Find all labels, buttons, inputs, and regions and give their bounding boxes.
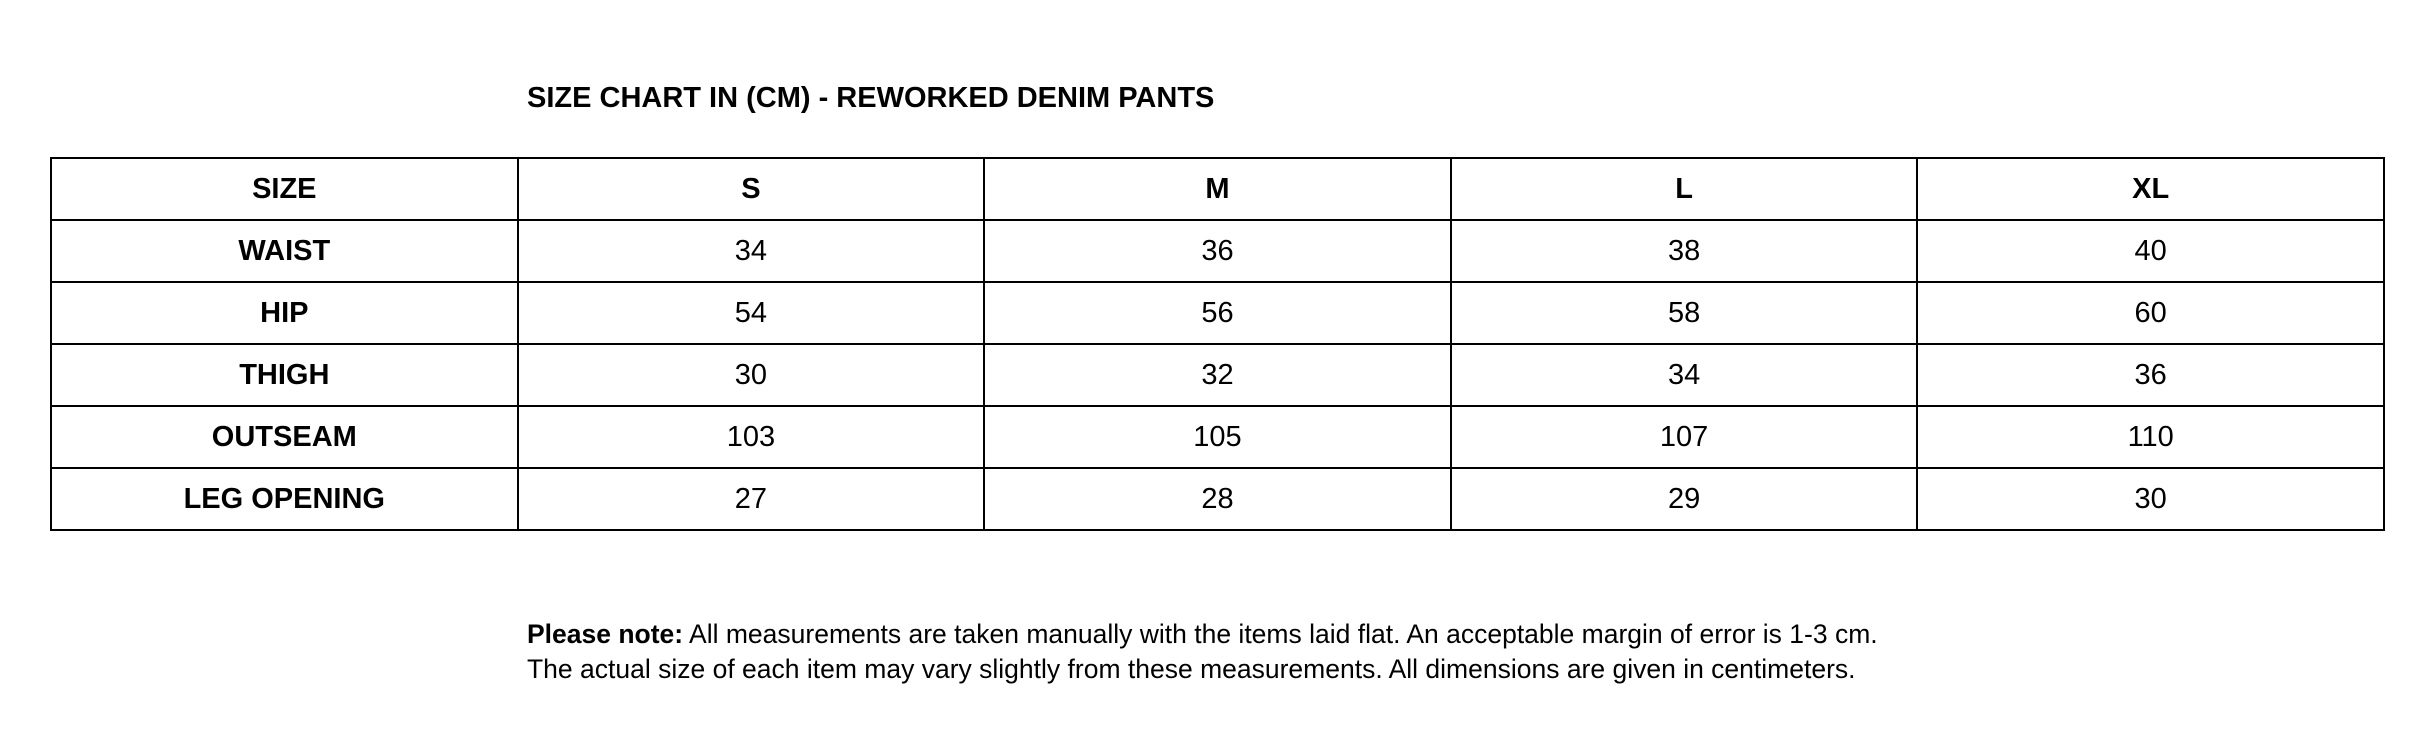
- size-chart-table: [50, 157, 2385, 531]
- row-label: THIGH: [51, 344, 518, 406]
- measurement-note: [527, 617, 1878, 687]
- header-cell-m: M: [984, 158, 1451, 220]
- header-cell-xl: XL: [1917, 158, 2384, 220]
- table-cell: 107: [1451, 406, 1918, 468]
- table-cell: 38: [1451, 220, 1918, 282]
- table-cell: 103: [518, 406, 985, 468]
- table-cell: 36: [984, 220, 1451, 282]
- table-row-thigh: [51, 344, 2384, 406]
- row-label: HIP: [51, 282, 518, 344]
- page-title: SIZE CHART IN (CM) - REWORKED DENIM PANTS: [527, 82, 1215, 114]
- table-cell: 32: [984, 344, 1451, 406]
- table-cell: 56: [984, 282, 1451, 344]
- note-label: Please note:: [527, 619, 684, 649]
- note-line-1: [527, 617, 1878, 652]
- note-text-2: The actual size of each item may vary slightly from these measurements. All dimensions are given in centimeters.: [527, 654, 1856, 684]
- note-line-2: [527, 652, 1878, 687]
- table-cell: 110: [1917, 406, 2384, 468]
- row-label: OUTSEAM: [51, 406, 518, 468]
- table-cell: 58: [1451, 282, 1918, 344]
- table-cell: 34: [1451, 344, 1918, 406]
- table-row-leg-opening: [51, 468, 2384, 530]
- header-cell-l: L: [1451, 158, 1918, 220]
- table-cell: 30: [1917, 468, 2384, 530]
- table-cell: 27: [518, 468, 985, 530]
- row-label: LEG OPENING: [51, 468, 518, 530]
- table-header-row: [51, 158, 2384, 220]
- note-text-1: All measurements are taken manually with the items laid flat. An acceptable margin of error is 1-3 cm.: [689, 619, 1878, 649]
- table-cell: 60: [1917, 282, 2384, 344]
- table-cell: 36: [1917, 344, 2384, 406]
- table-row-outseam: [51, 406, 2384, 468]
- table-cell: 29: [1451, 468, 1918, 530]
- table-row-hip: [51, 282, 2384, 344]
- table-cell: 54: [518, 282, 985, 344]
- row-label: WAIST: [51, 220, 518, 282]
- table-cell: 28: [984, 468, 1451, 530]
- table-cell: 40: [1917, 220, 2384, 282]
- table-row-waist: [51, 220, 2384, 282]
- table-cell: 34: [518, 220, 985, 282]
- header-cell-s: S: [518, 158, 985, 220]
- table-cell: 105: [984, 406, 1451, 468]
- table-cell: 30: [518, 344, 985, 406]
- header-cell-size: SIZE: [51, 158, 518, 220]
